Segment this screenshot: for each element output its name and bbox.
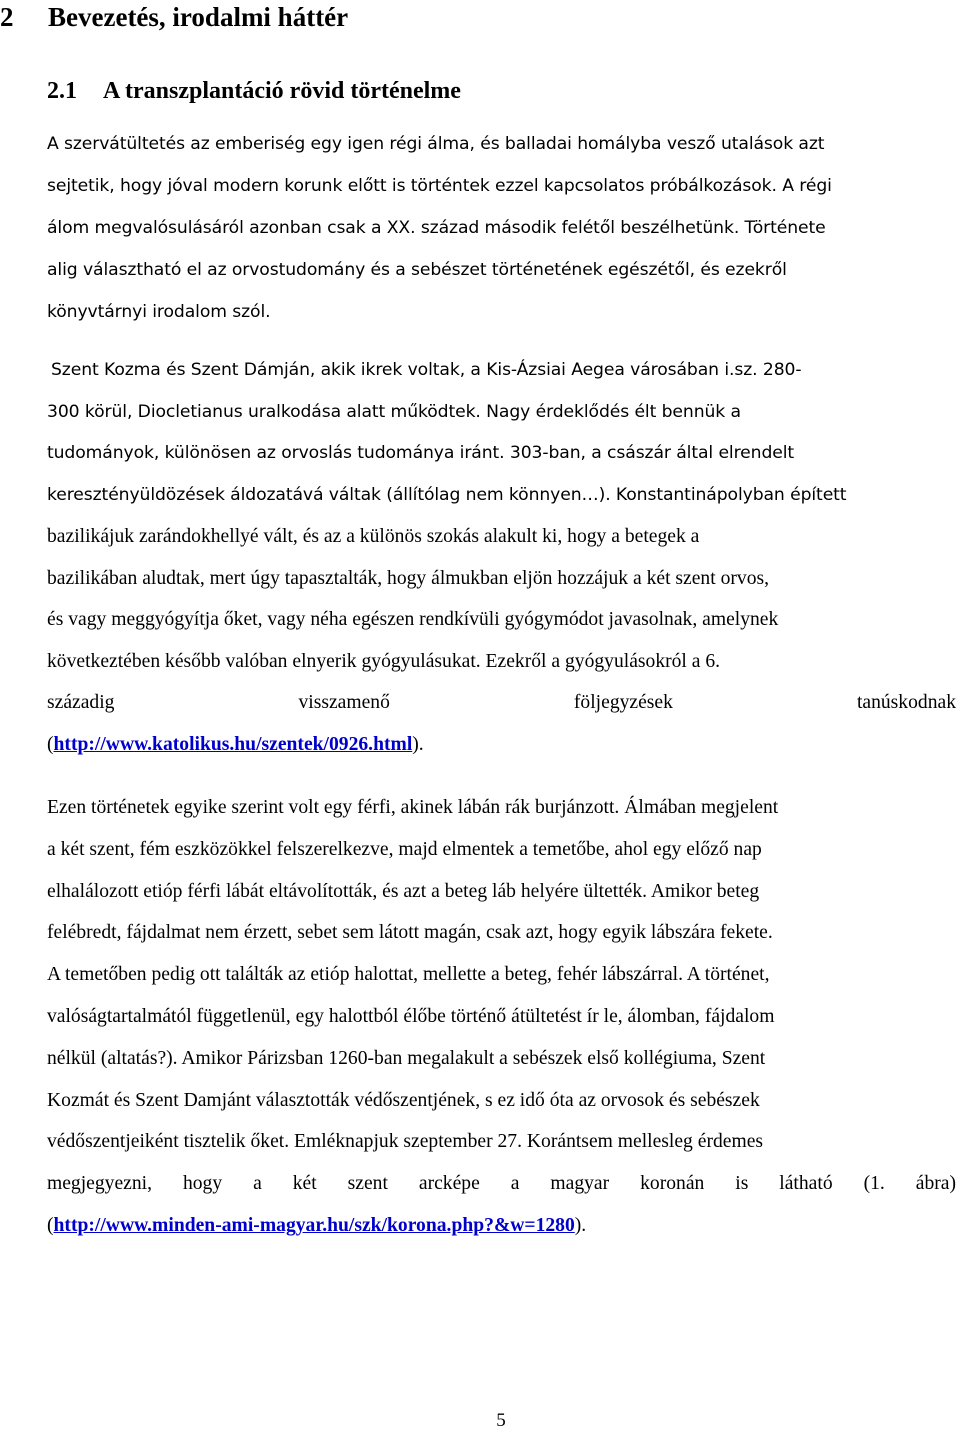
link-close-paren: ). bbox=[574, 1214, 587, 1236]
paragraph-line: és vagy meggyógyítja őket, vagy néha egészen rendkívüli gyógymódot javasolnak, amelynek bbox=[47, 609, 779, 630]
paragraph-saints bbox=[47, 350, 956, 765]
paragraph-line: keresztényüldözések áldozatává váltak (állítólag nem könnyen…). Konstantinápolyban épített bbox=[47, 484, 847, 505]
paragraph-line: elhalálozott etióp férfi lábát eltávolították, és azt a beteg láb helyére ültették. Amikor beteg bbox=[47, 880, 760, 902]
link-open-paren: ( bbox=[47, 1214, 54, 1236]
paragraph-line: álom megvalósulásáról azonban csak a XX. század második felétől beszélhetünk. Története bbox=[47, 218, 826, 238]
katolikus-link[interactable]: http://www.katolikus.hu/szentek/0926.html bbox=[53, 733, 413, 755]
chapter-number: 2 bbox=[0, 2, 14, 32]
paragraph-line: századig visszamenő följegyzések tanúskodnak bbox=[47, 692, 956, 713]
paragraph-line: bazilikájuk zarándokhellyé vált, és az a különös szokás alakult ki, hogy a betegek a bbox=[47, 526, 700, 547]
paragraph-line: sejtetik, hogy jóval modern korunk előtt is történtek ezzel kapcsolatos próbálkozások. A régi bbox=[47, 176, 832, 196]
paragraph-line-with-link bbox=[47, 1205, 956, 1247]
paragraph-line: valóságtartalmától függetlenül, egy halottból élőbe történő átültetést ír le, álomban, fájdalom bbox=[47, 1005, 775, 1027]
paragraph-line-with-link bbox=[47, 724, 956, 766]
paragraph-line: a két szent, fém eszközökkel felszerelkezve, majd elmentek a temetőbe, ahol egy előző nap bbox=[47, 838, 762, 860]
paragraph-line: A szervátültetés az emberiség egy igen régi álma, és balladai homályba vesző utalások azt bbox=[47, 134, 825, 154]
paragraph-line: bazilikában aludtak, mert úgy tapasztalták, hogy álmukban eljön hozzájuk a két szent orvos, bbox=[47, 567, 770, 589]
section-number: 2.1 bbox=[47, 78, 77, 104]
paragraph-line: megjegyezni, hogy a két szent arcképe a magyar koronán is látható (1. ábra) bbox=[47, 1173, 956, 1195]
paragraph-line: következtében később valóban elnyerik gyógyulásukat. Ezekről a gyógyulásokról a 6. bbox=[47, 650, 721, 672]
paragraph-intro bbox=[47, 123, 956, 333]
paragraph-line: felébredt, fájdalmat nem érzett, sebet sem látott magán, csak azt, hogy egyik lábszára fekete. bbox=[47, 922, 773, 944]
paragraph-line: könyvtárnyi irodalom szól. bbox=[47, 302, 271, 322]
korona-link[interactable]: http://www.minden-ami-magyar.hu/szk/korona.php?&w=1280 bbox=[53, 1214, 575, 1236]
link-close-paren: ). bbox=[412, 733, 424, 755]
chapter-title: Bevezetés, irodalmi háttér bbox=[48, 2, 349, 32]
paragraph-line: Ezen történetek egyike szerint volt egy férfi, akinek lábán rák burjánzott. Álmában megjelent bbox=[47, 797, 779, 818]
paragraph-line: Szent Kozma és Szent Dámján, akik ikrek voltak, a Kis-Ázsiai Aegea városában i.sz. 280- bbox=[51, 360, 802, 380]
paragraph-line: védőszentjeiként tisztelik őket. Emléknapjuk szeptember 27. Korántsem mellesleg érdemes bbox=[47, 1131, 764, 1153]
section-heading bbox=[47, 74, 461, 108]
paragraph-legend bbox=[47, 787, 956, 1247]
paragraph-line: tudományok, különösen az orvoslás tudománya iránt. 303-ban, a császár által elrendelt bbox=[47, 443, 795, 463]
paragraph-line: alig választható el az orvostudomány és a sebészet történetének egészétől, és ezekről bbox=[47, 260, 787, 280]
page-number: 5 bbox=[496, 1410, 506, 1431]
section-title: A transzplantáció rövid történelme bbox=[103, 78, 461, 104]
paragraph-line: nélkül (altatás?). Amikor Párizsban 1260-ban megalakult a sebészek első kollégiuma, Szent bbox=[47, 1047, 766, 1069]
paragraph-line: A temetőben pedig ott találták az etióp halottat, mellette a beteg, fehér lábszárral. A történet, bbox=[47, 964, 770, 986]
chapter-heading bbox=[0, 0, 348, 34]
link-open-paren: ( bbox=[47, 733, 54, 755]
paragraph-line: Kozmát és Szent Damjánt választották védőszentjének, s ez idő óta az orvosok és sebészek bbox=[47, 1089, 760, 1111]
paragraph-line: 300 körül, Diocletianus uralkodása alatt működtek. Nagy érdeklődés élt bennük a bbox=[47, 401, 741, 422]
